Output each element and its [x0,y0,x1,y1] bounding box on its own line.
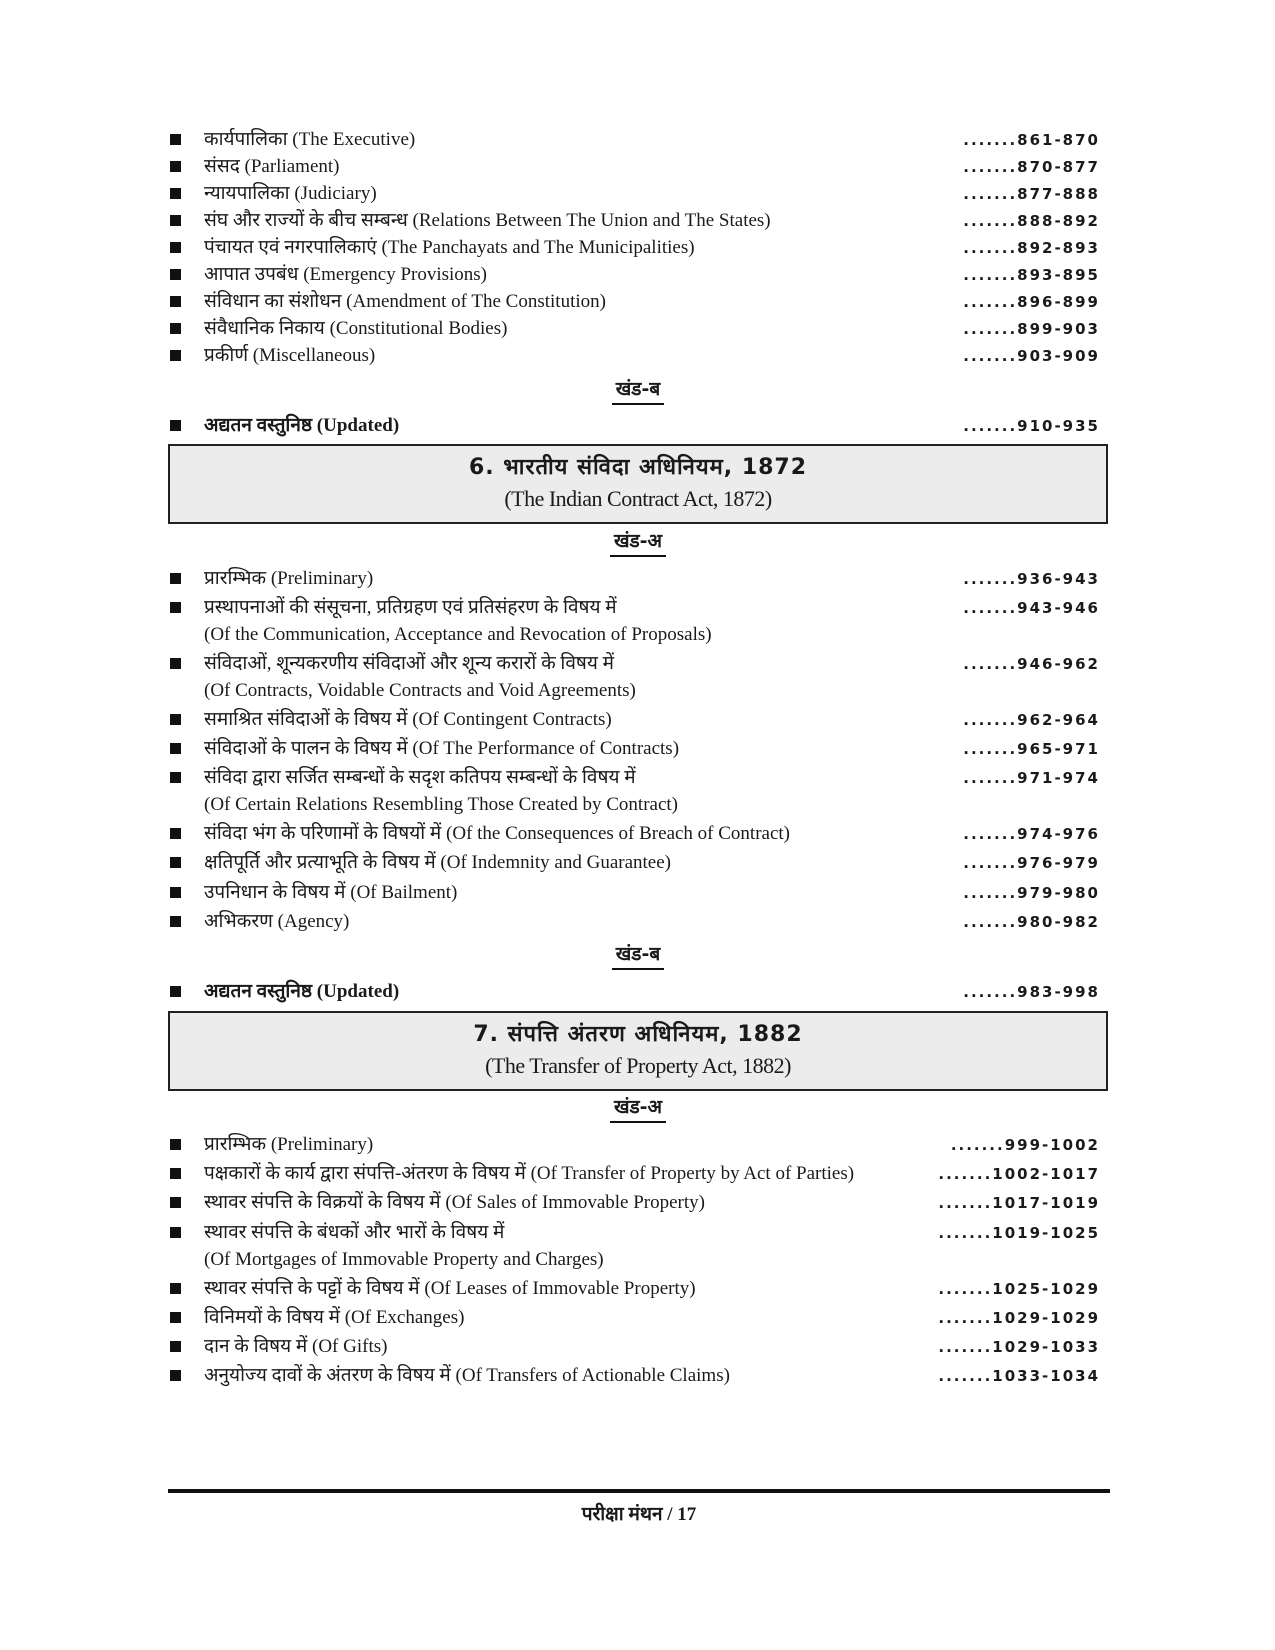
page-range: .......910-935 [963,417,1100,435]
bullet-icon [170,602,181,613]
page-range: .......1033-1034 [938,1367,1100,1385]
page-range: .......861-870 [963,131,1100,149]
entry-title: संविदाओं के पालन के विषय में (Of The Performance of Contracts) [204,738,680,759]
toc-entry [168,821,1108,849]
page-range: .......903-909 [963,347,1100,365]
bullet-icon [170,887,181,898]
page-range: .......877-888 [963,185,1100,203]
bullet-icon [170,215,181,226]
toc-entry [168,127,1108,155]
toc-entry [168,651,1108,679]
section-heading [168,943,1108,973]
entry-title: अद्यतन वस्तुनिष्ठ (Updated) [204,415,400,436]
toc-entry [168,1220,1108,1248]
chapter-subtitle: (The Indian Contract Act, 1872) [504,486,772,511]
bullet-icon [170,420,181,431]
bullet-icon [170,828,181,839]
entry-title: पंचायत एवं नगरपालिकाएं (The Panchayats and The Municipalities) [204,237,695,258]
bullet-icon [170,857,181,868]
entry-title: संसद (Parliament) [204,156,340,177]
page-range: .......1017-1019 [938,1194,1100,1212]
page-footer: परीक्षा मंथन / 17 [581,1504,697,1525]
page-range: .......1002-1017 [938,1165,1100,1183]
page-range: .......980-982 [963,913,1100,931]
page-range: .......1025-1029 [938,1280,1100,1298]
bullet-icon [170,714,181,725]
bullet-icon [170,161,181,172]
section-heading [168,1096,1108,1126]
toc-entry [168,850,1108,878]
chapter-heading [168,1011,1108,1091]
bullet-icon [170,1168,181,1179]
entry-title: स्थावर संपत्ति के पट्टों के विषय में (Of Leases of Immovable Property) [204,1278,696,1299]
entry-title: संघ और राज्यों के बीच सम्बन्ध (Relations Between The Union and The States) [204,210,771,231]
toc-entry [168,1276,1108,1304]
page-range: .......943-946 [963,599,1100,617]
section-heading-text: खंड-ब [612,943,664,970]
toc-entry [168,316,1108,344]
page-range: .......888-892 [963,212,1100,230]
toc-entry [168,1363,1108,1391]
toc-entry [168,181,1108,209]
bullet-icon [170,350,181,361]
page-range: .......965-971 [963,740,1100,758]
entry-title: प्रारम्भिक (Preliminary) [204,568,374,589]
toc-entry [168,1334,1108,1362]
bullet-icon [170,1312,181,1323]
toc-entry [168,566,1108,594]
bullet-icon [170,1283,181,1294]
chapter-title: 6. भारतीय संविदा अधिनियम, 1872 [468,455,808,480]
entry-title: स्थावर संपत्ति के विक्रयों के विषय में (Of Sales of Immovable Property) [204,1192,705,1213]
page-range: .......1029-1029 [938,1309,1100,1327]
toc-entry [168,909,1108,937]
page-range: .......999-1002 [950,1136,1100,1154]
page-range: .......974-976 [963,825,1100,843]
toc-entry [168,765,1108,793]
bullet-icon [170,188,181,199]
page-range: .......971-974 [963,769,1100,787]
entry-title: अनुयोज्य दावों के अंतरण के विषय में (Of Transfers of Actionable Claims) [204,1365,730,1386]
toc-entry [168,208,1108,236]
entry-title: प्रस्थापनाओं की संसूचना, प्रतिग्रहण एवं प्रतिसंहरण के विषय में [204,597,617,618]
toc-entry [168,979,1108,1007]
bullet-icon [170,573,181,584]
entry-title: संवैधानिक निकाय (Constitutional Bodies) [204,318,508,339]
bullet-icon [170,242,181,253]
entry-title-continued: (Of Contracts, Voidable Contracts and Void Agreements) [204,680,636,701]
section-heading-text: खंड-अ [610,1096,666,1123]
toc-entry [168,595,1108,623]
footer-divider [168,1489,1110,1493]
toc-entry [168,235,1108,263]
toc-entry [168,1132,1108,1160]
entry-title: संविदाओं, शून्यकरणीय संविदाओं और शून्य करारों के विषय में [204,653,615,674]
page-range: .......1029-1033 [938,1338,1100,1356]
bullet-icon [170,1197,181,1208]
toc-entry [168,343,1108,371]
bullet-icon [170,1370,181,1381]
page-range: .......1019-1025 [938,1224,1100,1242]
toc-entry [168,413,1108,441]
page-range: .......896-899 [963,293,1100,311]
entry-title: अभिकरण (Agency) [204,911,350,932]
bullet-icon [170,1227,181,1238]
page-range: .......946-962 [963,655,1100,673]
entry-title: कार्यपालिका (The Executive) [204,129,416,150]
section-heading [168,530,1108,560]
chapter-subtitle: (The Transfer of Property Act, 1882) [485,1053,791,1078]
entry-title: संविदा द्वारा सर्जित सम्बन्धों के सदृश कतिपय सम्बन्धों के विषय में [204,767,636,788]
page-range: .......899-903 [963,320,1100,338]
page-range: .......870-877 [963,158,1100,176]
bullet-icon [170,296,181,307]
toc-entry [168,1305,1108,1333]
toc-entry [168,880,1108,908]
chapter-title: 7. संपत्ति अंतरण अधिनियम, 1882 [473,1022,803,1047]
entry-title: स्थावर संपत्ति के बंधकों और भारों के विषय में [204,1222,505,1243]
entry-title: न्यायपालिका (Judiciary) [204,183,377,204]
entry-title: पक्षकारों के कार्य द्वारा संपत्ति-अंतरण के विषय में (Of Transfer of Property by Act of Parties) [204,1163,855,1184]
page-range: .......983-998 [963,983,1100,1001]
entry-title: विनिमयों के विषय में (Of Exchanges) [204,1307,465,1328]
bullet-icon [170,916,181,927]
section-heading-text: खंड-ब [612,378,664,405]
entry-title: क्षतिपूर्ति और प्रत्याभूति के विषय में (Of Indemnity and Guarantee) [204,852,671,873]
entry-title: प्रारम्भिक (Preliminary) [204,1134,374,1155]
entry-title-continued: (Of the Communication, Acceptance and Revocation of Proposals) [204,624,712,645]
entry-title: प्रकीर्ण (Miscellaneous) [204,345,376,366]
toc-entry [168,1190,1108,1218]
bullet-icon [170,743,181,754]
entry-title: आपात उपबंध (Emergency Provisions) [204,264,488,285]
toc-entry [168,1161,1108,1189]
page-range: .......892-893 [963,239,1100,257]
toc-entry [168,262,1108,290]
entry-title-continued: (Of Certain Relations Resembling Those Created by Contract) [204,794,679,815]
section-heading-text: खंड-अ [610,530,666,557]
bullet-icon [170,986,181,997]
toc-entry [168,707,1108,735]
page-range: .......962-964 [963,711,1100,729]
bullet-icon [170,1341,181,1352]
page-range: .......979-980 [963,884,1100,902]
entry-title: संविधान का संशोधन (Amendment of The Constitution) [204,291,606,312]
page-range: .......936-943 [963,570,1100,588]
page-range: .......893-895 [963,266,1100,284]
bullet-icon [170,134,181,145]
chapter-heading [168,444,1108,524]
entry-title: उपनिधान के विषय में (Of Bailment) [204,882,458,903]
entry-title: अद्यतन वस्तुनिष्ठ (Updated) [204,981,400,1002]
entry-title-continued: (Of Mortgages of Immovable Property and Charges) [204,1249,604,1270]
bullet-icon [170,323,181,334]
toc-entry [168,736,1108,764]
bullet-icon [170,269,181,280]
entry-title: दान के विषय में (Of Gifts) [204,1336,388,1357]
section-heading [168,378,1108,408]
toc-entry [168,289,1108,317]
page-range: .......976-979 [963,854,1100,872]
toc-entry [168,154,1108,182]
entry-title: समाश्रित संविदाओं के विषय में (Of Contingent Contracts) [204,709,612,730]
bullet-icon [170,1139,181,1150]
bullet-icon [170,658,181,669]
bullet-icon [170,772,181,783]
entry-title: संविदा भंग के परिणामों के विषयों में (Of the Consequences of Breach of Contract) [204,823,791,844]
